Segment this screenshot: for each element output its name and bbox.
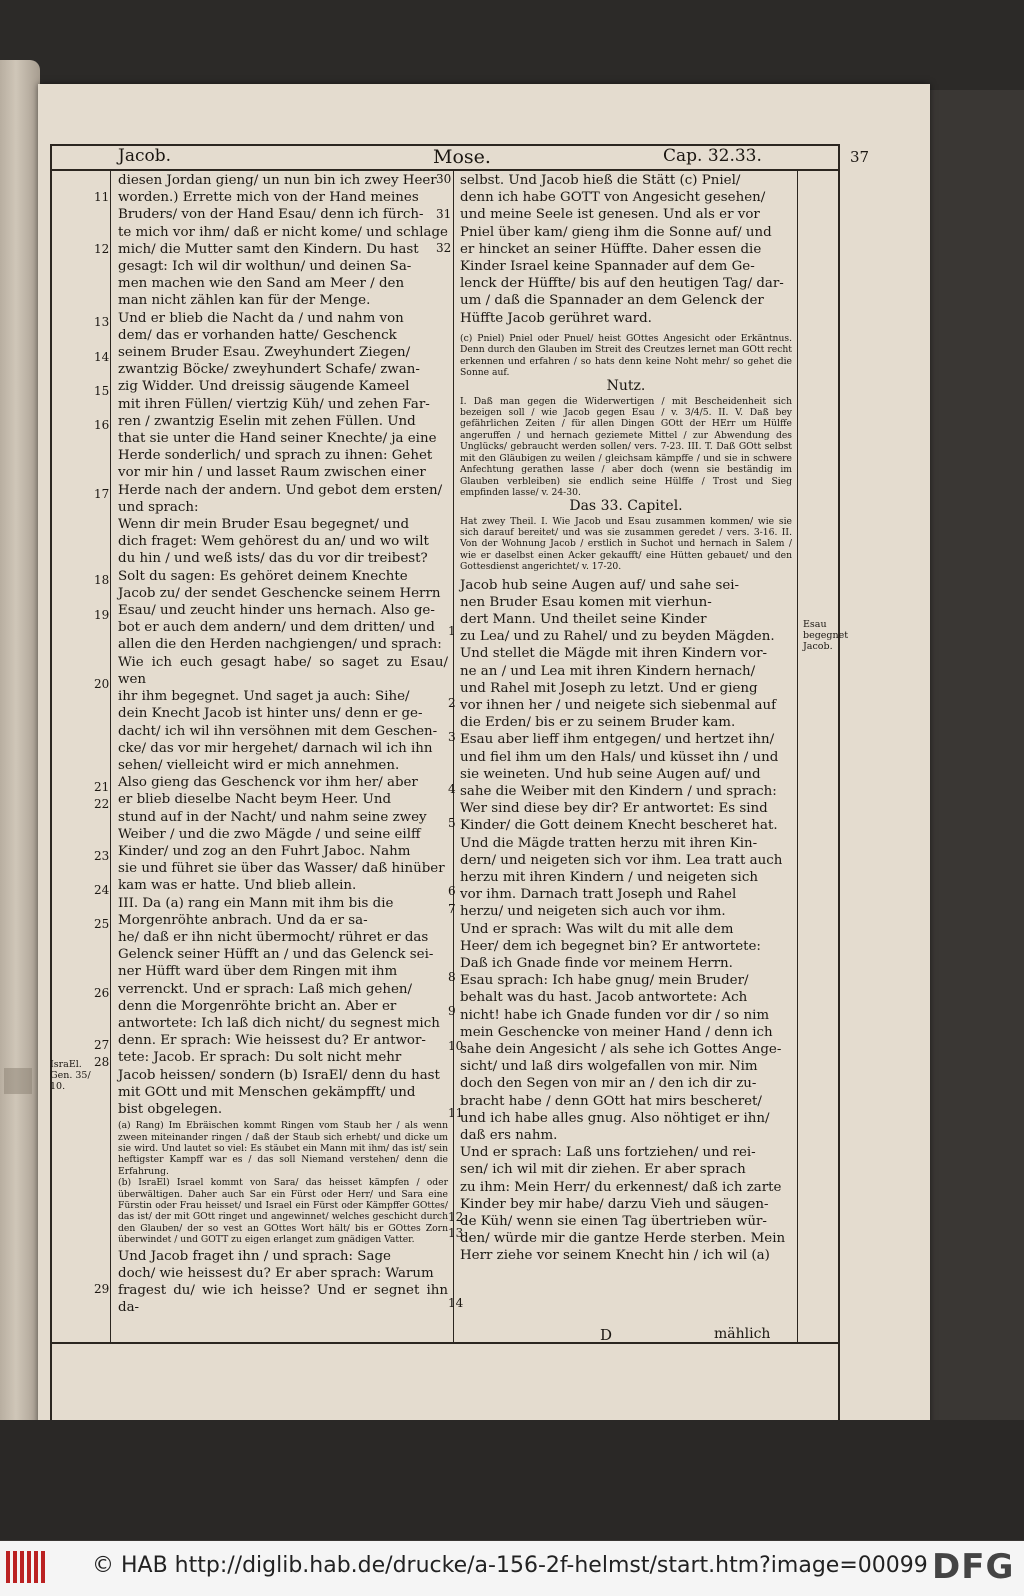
text-line: ner Hüfft ward über dem Ringen mit ihm [118,964,398,980]
verse-number: 11 [94,190,110,204]
text-line: mich/ die Mutter samt den Kindern. Du hast [118,241,419,257]
chapter-summary: Hat zwey Theil. I. Wie Jacob und Esau zusammen kommen/ wie sie sich darauf bereitet/ und was sie zusammen geredet / vers. 3-16. II. Von der Wohnung Jacob / erstlich in Suchot und hernach in Salem / wie er daselbst einen Acker gekaufft/ eine Hütten gebauet/ und den Gottesdienst angerichtet/ v. 17-20. [460,515,792,573]
margin-note-esau: Esau begegnet Jacob. [803,619,849,652]
verse-number: 3 [448,730,456,744]
footer-bar [0,1541,1024,1596]
text-line: dern/ und neigeten sich vor ihm. Lea tratt auch [460,852,783,868]
text-line: mit GOtt und mit Menschen gekämpfft/ und [118,1084,416,1100]
verse-number: 12 [94,242,110,256]
text-line: Und die Mägde tratten herzu mit ihren Kin- [460,835,758,851]
left-column-text [118,172,448,1316]
text-line: Hüffte Jacob gerühret ward. [460,310,652,326]
text-line: Kinder bey mir habe/ darzu Vieh und säugen- [460,1196,769,1212]
verse-number: 23 [94,849,110,863]
text-line: und ich habe alles gnug. Also nöhtiget er ihn/ [460,1110,770,1126]
text-line: dert Mann. Und theilet seine Kinder [460,611,707,627]
bottom-rule [50,1342,840,1344]
text-line: er hincket an seiner Hüffte. Daher essen die [460,241,762,257]
text-line: he/ daß er ihn nicht übermocht/ rühret er das [118,929,429,945]
previous-page-edge [0,60,40,1460]
text-line: sicht/ und laß dirs wolgefallen von mir. Nim [460,1059,758,1075]
footer-source-link[interactable]: © HAB http://diglib.hab.de/drucke/a-156-2f-helmst/start.htm?image=00099 [92,1553,928,1578]
dfg-logo: DFG [932,1547,1015,1587]
text-line: du hin / und weß ists/ das du vor dir treibest? [118,551,428,567]
footnote-c: (c) Pniel) Pniel oder Pnuel/ heist GOttes Angesicht oder Erkäntnus. Denn durch den Glauben im Streit des Creutzes lernet man GOtt recht erkennen und erfahren / so hats denn keine Noht mehr/ so gehet die Sonne auf. [460,332,792,379]
text-line: Und Jacob fraget ihn / und sprach: Sage [118,1248,391,1264]
text-line: Jacob zu/ der sendet Geschencke seinem Herrn [118,585,441,601]
text-line: Daß ich Gnade finde vor meinem Herrn. [460,956,733,972]
verse-number: 18 [94,573,110,587]
text-line: bracht habe / denn GOtt hat mirs bescheret/ [460,1093,762,1109]
text-line: lenck der Hüffte/ bis auf den heutigen Tag/ dar- [460,276,784,292]
text-line: sen/ ich wil mit dir ziehen. Er aber sprach [460,1162,746,1178]
text-line: dacht/ ich wil ihn versöhnen mit dem Geschen- [118,723,438,739]
verse-number: 1 [448,624,456,638]
text-line: denn die Morgenröhte bricht an. Aber er [118,998,397,1014]
text-line: Also gieng das Geschenck vor ihm her/ aber [118,775,418,791]
page-number: 37 [850,148,870,166]
verse-number: 5 [448,816,456,830]
verse-number: 29 [94,1282,110,1296]
page-fragment-mark [2,1060,36,1100]
verse-number: 11 [448,1106,464,1120]
text-line: Jacob hub seine Augen auf/ und sahe sei- [460,577,740,593]
verse-number: 21 [94,780,110,794]
nutz-text: I. Daß man gegen die Widerwertigen / mit Bescheidenheit sich bezeigen soll / wie Jacob gegen Esau / v. 3/4/5. II. V. Daß bey gefährlichen Zeiten / für allen Dingen GOtt der HErr um Hülffe angeruffen / und hernach geziemete Mittel / zur Abwendung des Unglücks/ gebraucht werden sollen/ vers. 7-23. III. T. Daß GOtt selbst mit den Gläubigen zu weilen / gleichsam kämpffe / und sie in schwere Anfechtung gerathen lasse / aber doch (wenn sie beständig im Glauben verbleiben) sie endlich seine Hülffe / Trost und Sieg empfinden lasse/ v. 24-30. [460,395,792,498]
verse-number: 12 [448,1210,464,1224]
verse-number: 28 [94,1055,110,1069]
text-line: um / daß die Spannader an dem Gelenck der [460,293,764,309]
margin-note-israel: IsraEl. Gen. 35/ 10. [50,1059,91,1092]
verse-number: 7 [448,902,456,916]
text-line: dem/ das er vorhanden hatte/ Geschenck [118,327,397,343]
text-line: doch/ wie heissest du? Er aber sprach: Warum [118,1265,434,1281]
text-line: Esau/ und zeucht hinder uns hernach. Also ge- [118,603,435,619]
text-line: doch den Segen von mir an / den ich dir zu- [460,1076,757,1092]
footnote-b: (b) IsraEl) Israel kommt von Sara/ das heisset kämpfen / oder überwältigen. Daher auch Sar ein Fürst oder Herr/ und Sara eine Fürstin oder Frau heisset/ und Israel ein Fürst oder Kämpffer GOttes/ das ist/ der mit GOtt ringet und angewinnet/ welches geschicht durch den Glauben/ der so vest an GOttes Wort hält/ bis er GOttes Zorn überwindet / und GOTT zu eigen erlanget zum gnädigen Vatter. [118,1177,448,1246]
text-line: stund auf in der Nacht/ und nahm seine zwey [118,809,427,825]
verse-number: 9 [448,1004,456,1018]
text-line: denn. Er sprach: Wie heissest du? Er antwor- [118,1033,426,1049]
text-line: sehen/ vielleicht wird er mich annehmen. [118,757,400,773]
text-line: Herr ziehe vor seinem Knecht hin / ich wil (a) [460,1248,770,1264]
text-line: ne an / und Lea mit ihren Kindern hernach/ [460,663,756,679]
text-line: Und er blieb die Nacht da / und nahm von [118,310,404,326]
text-line: Pniel über kam/ gieng ihm die Sonne auf/ und [460,224,772,240]
text-line: nicht! habe ich Gnade funden vor dir / so nim [460,1007,770,1023]
text-line: Esau sprach: Ich habe gnug/ mein Bruder/ [460,973,749,989]
text-line: sahe dein Angesicht / als sehe ich Gottes Ange- [460,1042,782,1058]
text-line: kam was er hatte. Und blieb allein. [118,878,357,894]
text-line: zu ihm: Mein Herr/ du erkennest/ daß ich zarte [460,1179,782,1195]
verse-number: 8 [448,970,456,984]
text-line: mit ihren Füllen/ viertzig Küh/ und zehen Far- [118,396,430,412]
text-line: vor ihnen her / und neigete sich siebenmal auf [460,697,777,713]
text-line: diesen Jordan gieng/ un nun bin ich zwey Heer [118,173,437,188]
text-line: er blieb dieselbe Nacht beym Heer. Und [118,792,392,808]
catchword: mählich [714,1326,771,1342]
running-head-left: Jacob. [118,146,171,166]
nutz-heading: Nutz. [606,378,646,395]
text-line: die Erden/ bis er zu seinem Bruder kam. [460,715,736,731]
verse-number: 27 [94,1038,110,1052]
text-line: Esau aber lieff ihm entgegen/ und hertzet ihn/ [460,732,775,748]
text-line: Bruders/ von der Hand Esau/ denn ich fürch- [118,207,424,223]
header-rule [50,169,840,171]
text-line: Kinder/ die Gott deinem Knecht bescheret hat. [460,818,778,834]
text-line: daß ers nahm. [460,1128,558,1144]
chapter-heading: Das 33. Capitel. [569,498,683,515]
signature-mark: D [600,1326,613,1344]
running-head-right: Cap. 32.33. [663,146,762,166]
text-line: III. Da (a) rang ein Mann mit ihm bis die [118,895,394,911]
text-line: Gelenck seiner Hüfft an / und das Gelenck sei- [118,947,434,963]
text-line: bot er auch dem andern/ und dem dritten/ und [118,620,435,636]
text-line: men machen wie den Sand am Meer / den [118,276,405,292]
verse-number: 26 [94,986,110,1000]
text-line: zig Widder. Und dreissig säugende Kameel [118,379,410,395]
text-line: ren / zwantzig Eselin mit zehen Füllen. Und [118,413,416,429]
verse-number: 30 [436,172,452,186]
text-line: Weiber / und die zwo Mägde / und seine eilff [118,826,421,842]
text-line: bist obgelegen. [118,1101,223,1117]
text-line: sahe die Weiber mit den Kindern / und sprach: [460,783,777,799]
footnote-a: (a) Rang) Im Ebräischen kommt Ringen vom Staub her / als wenn zween miteinander ringen / daß der Staub sich erhebt/ und dicke um sie wird. Und lautet so viel: Es stäubet ein Mann mit ihm/ das ist/ sein heftigster Kampff war es / das soll Niemand verstehen/ denn die Erfahrung. [118,1120,448,1177]
text-line: tete: Jacob. Er sprach: Du solt nicht mehr [118,1050,402,1066]
text-line: selbst. Und Jacob hieß die Stätt (c) Pniel/ [460,173,741,188]
text-line: Kinder/ und zog an den Fuhrt Jaboc. Nahm [118,843,411,859]
text-line: vor ihm. Darnach tratt Joseph und Rahel [460,887,737,903]
text-line: antwortete: Ich laß dich nicht/ du segnest mich [118,1015,440,1031]
text-line: dein Knecht Jacob ist hinter uns/ denn er ge- [118,706,423,722]
hab-logo-icon [4,1549,48,1585]
text-line: und fiel ihm um den Hals/ und küsset ihn / und [460,749,779,765]
text-line: te mich vor ihm/ daß er nicht kome/ und schlage [118,224,448,240]
previous-page-fragment [2,1060,36,1104]
text-line: Kinder Israel keine Spannader auf dem Ge- [460,259,755,275]
verse-number: 14 [94,350,110,364]
verse-number: 32 [436,241,452,255]
verse-number: 13 [94,315,110,329]
text-line: und meine Seele ist genesen. Und als er vor [460,207,760,223]
text-line: Wenn dir mein Bruder Esau begegnet/ und [118,517,410,533]
verse-number: 22 [94,797,110,811]
text-line: herzu mit ihren Kindern / und neigeten sich [460,870,758,885]
left-margin-rule [110,169,111,1342]
right-column-text [460,172,792,1265]
text-line: Wer sind diese bey dir? Er antwortet: Es sind [460,801,768,817]
text-line: fragest du/ wie ich heisse? Und er segnet ihn da- [118,1283,448,1316]
text-line: seinem Bruder Esau. Zweyhundert Ziegen/ [118,345,411,361]
text-line: cke/ das vor mir hergehet/ darnach wil ich ihn [118,740,433,756]
text-line: denn ich habe GOTT von Angesicht gesehen/ [460,190,766,206]
text-line: behalt was du hast. Jacob antwortete: Ach [460,990,748,1006]
text-line: worden.) Errette mich von der Hand meines [118,190,419,206]
text-line: sie weineten. Und hub seine Augen auf/ und [460,766,761,782]
text-line: zwantzig Böcke/ zweyhundert Schafe/ zwan- [118,362,420,378]
text-line: that sie unter die Hand seiner Knechte/ ja eine [118,431,437,447]
column-separator [453,169,454,1344]
verse-number: 4 [448,782,456,796]
text-line: Wie ich euch gesagt habe/ so saget zu Esau/ wen [118,654,448,687]
verse-number: 15 [94,384,110,398]
text-line: verrenckt. Und er sprach: Laß mich gehen/ [118,981,413,997]
text-line: Und er sprach: Was wilt du mit alle dem [460,921,734,937]
scanner-background-top [0,0,1024,90]
text-line: ihr ihm begegnet. Und saget ja auch: Sihe/ [118,689,410,705]
text-line: Herde sonderlich/ und sprach zu ihnen: Gehet [118,448,433,464]
verse-number: 13 [448,1226,464,1240]
verse-number: 31 [436,207,452,221]
text-line: und Rahel mit Joseph zu letzt. Und er gieng [460,680,758,696]
text-line: Morgenröhte anbrach. Und da er sa- [118,912,368,928]
text-line: vor mir hin / und lasset Raum zwischen einer [118,465,426,481]
verse-number: 16 [94,418,110,432]
text-line: dich fraget: Wem gehörest du an/ und wo wilt [118,534,429,550]
text-line: man nicht zählen kan für der Menge. [118,293,371,309]
verse-number: 17 [94,487,110,501]
text-line: herzu/ und neigeten sich auch vor ihm. [460,904,726,920]
text-line: allen die den Herden nachgiengen/ und sprach: [118,637,442,653]
text-line: nen Bruder Esau komen mit vierhun- [460,594,712,610]
verse-number: 19 [94,608,110,622]
text-line: sie und führet sie über das Wasser/ daß hinüber [118,861,445,877]
right-margin-rule [797,169,798,1344]
verse-number: 6 [448,884,456,898]
text-line: Heer/ dem ich begegnet bin? Er antwortete: [460,938,761,954]
text-line: Und stellet die Mägde mit ihren Kindern vor- [460,646,768,662]
scanner-background-bottom [0,1420,1024,1540]
text-line: Solt du sagen: Es gehöret deinem Knechte [118,568,408,584]
verse-number: 10 [448,1039,464,1053]
text-line: Jacob heissen/ sondern (b) IsraEl/ denn du hast [118,1067,440,1083]
verse-number: 20 [94,677,110,691]
book-page [38,84,930,1440]
text-line: de Küh/ wenn sie einen Tag übertrieben wür- [460,1214,767,1230]
verse-number: 24 [94,883,110,897]
text-line: zu Lea/ und zu Rahel/ und zu beyden Mägden. [460,629,775,645]
verse-number: 2 [448,696,456,710]
verse-number: 25 [94,917,110,931]
text-line: Herde nach der andern. Und gebot dem ersten/ [118,482,443,498]
verse-number: 14 [448,1296,464,1310]
running-head-center: Mose. [433,146,491,168]
text-line: und sprach: [118,499,199,515]
text-line: mein Geschencke von meiner Hand / denn ich [460,1024,773,1040]
text-line: gesagt: Ich wil dir wolthun/ und deinen Sa- [118,259,412,275]
text-line: Und er sprach: Laß uns fortziehen/ und rei- [460,1145,756,1161]
text-line: den/ würde mir die gantze Herde sterben. Mein [460,1231,786,1247]
